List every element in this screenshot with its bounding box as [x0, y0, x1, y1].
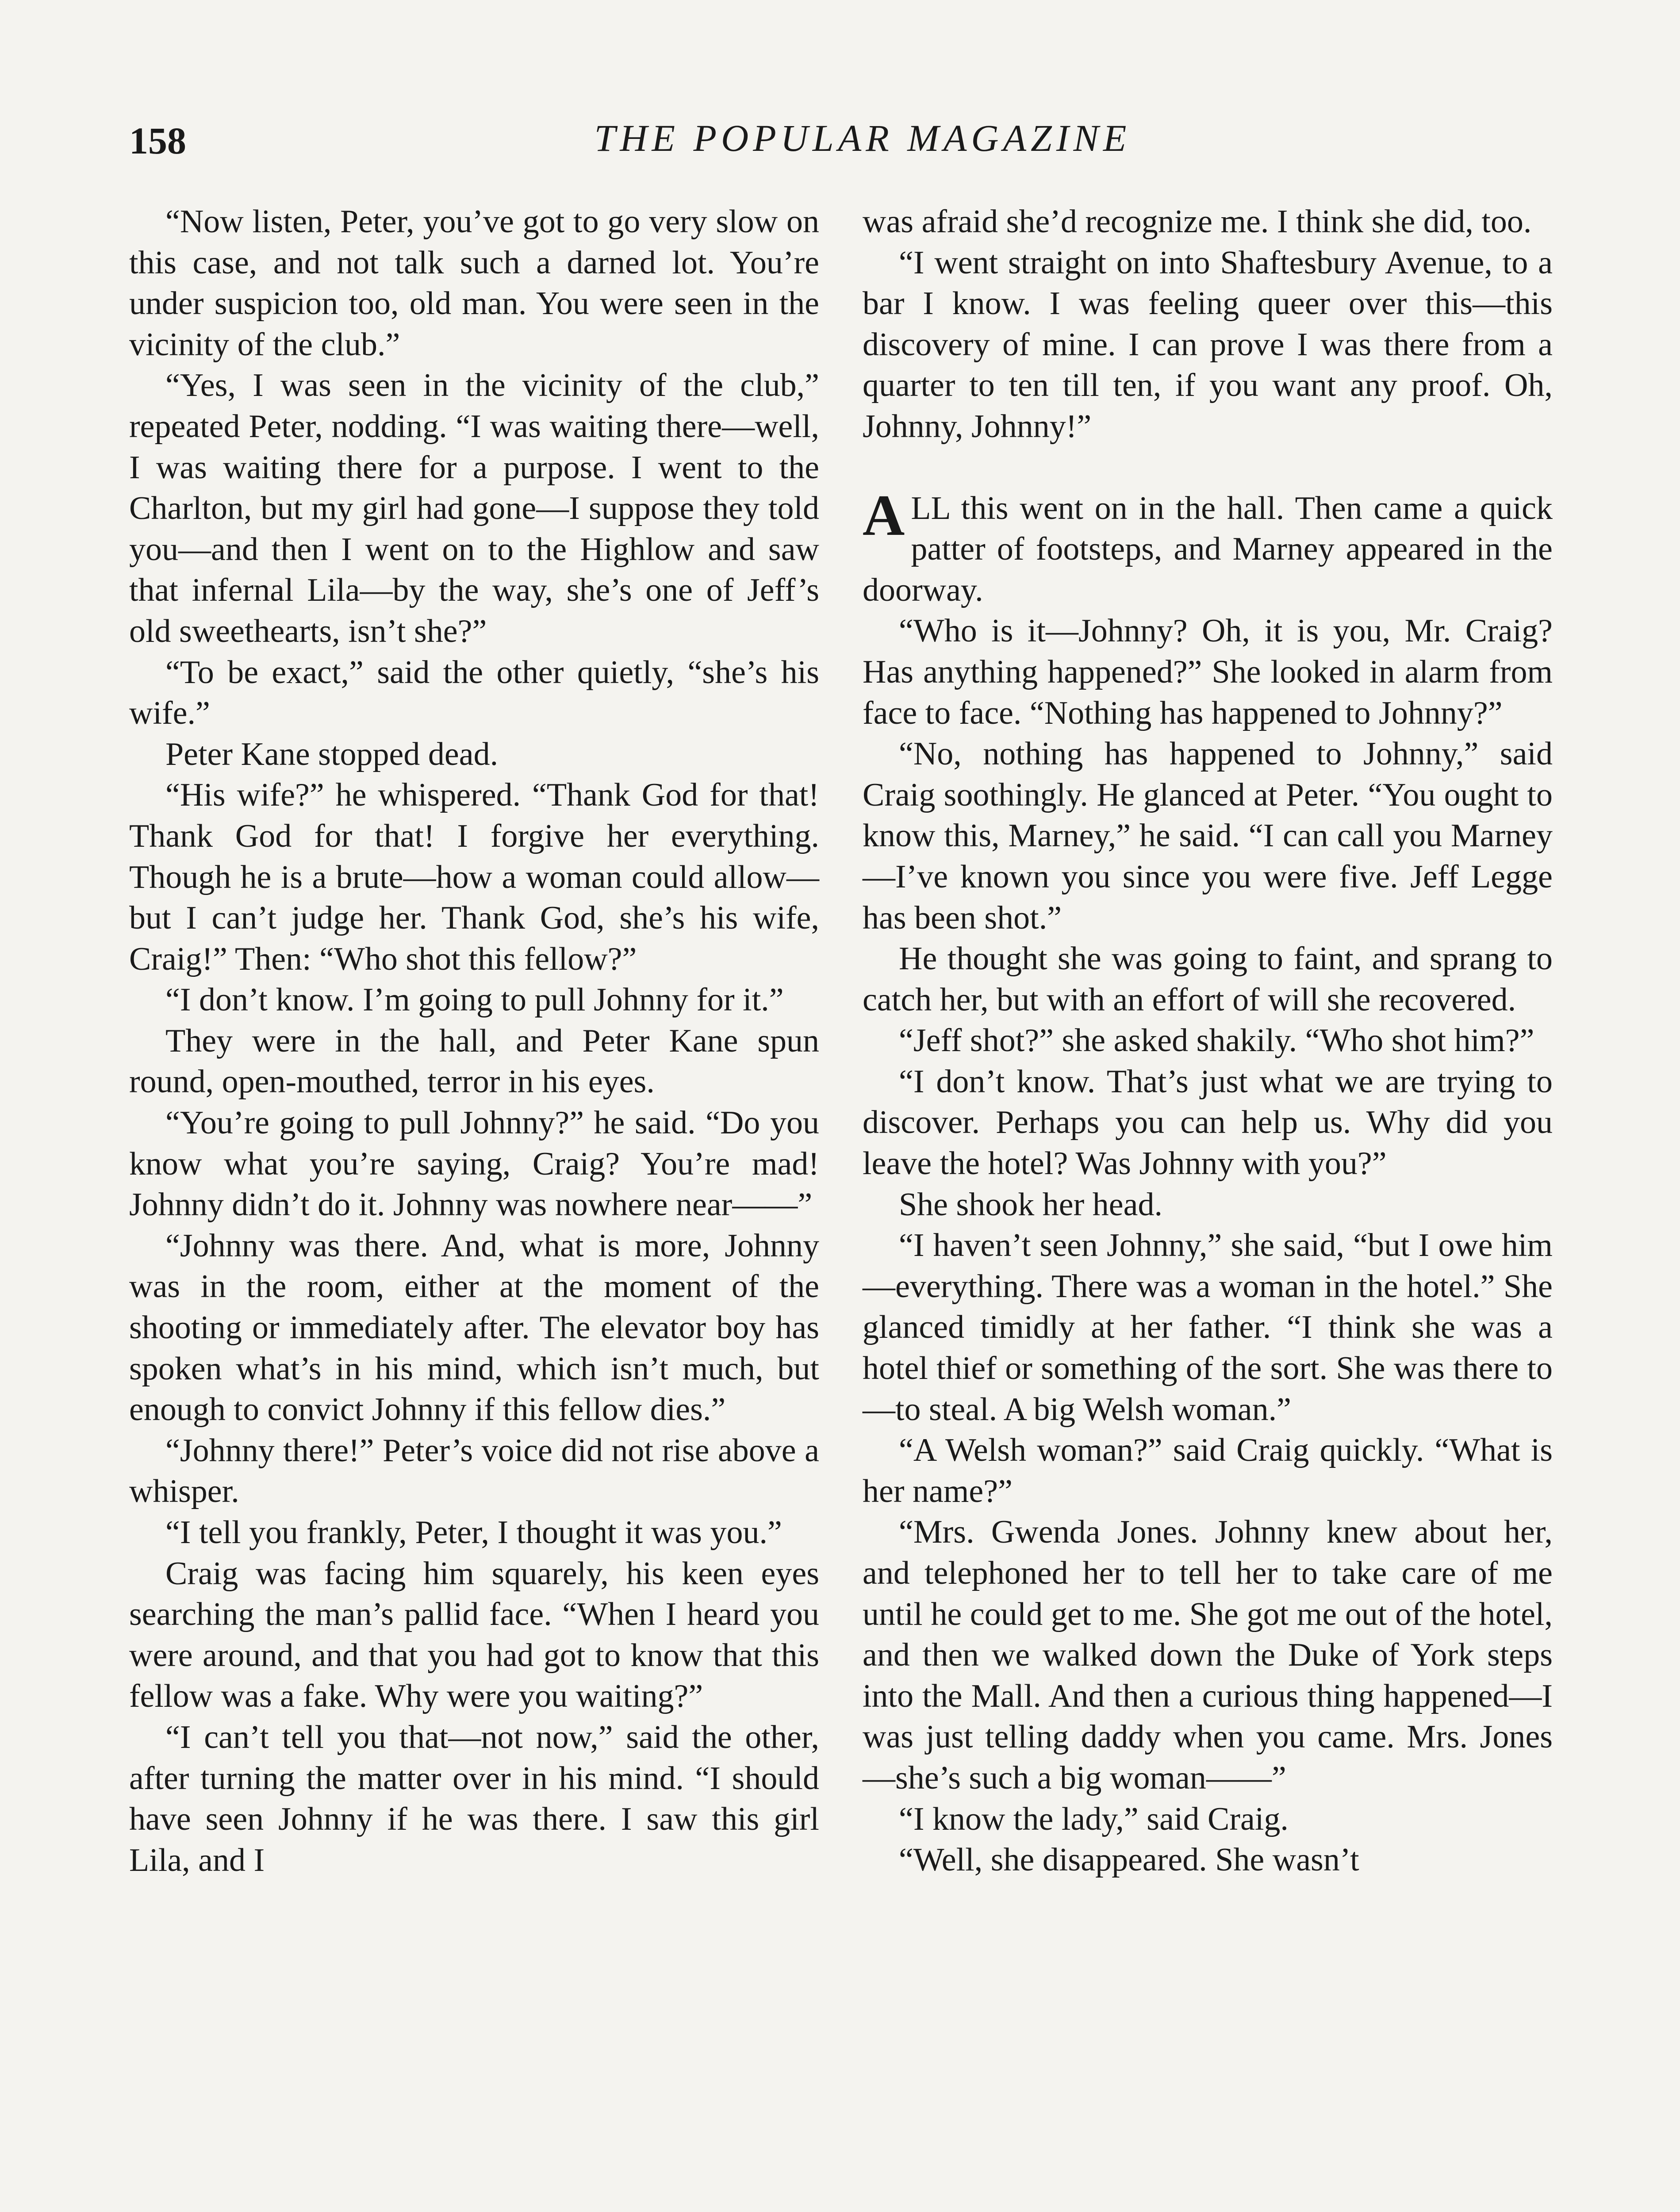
paragraph: Peter Kane stopped dead.: [165, 736, 499, 772]
paragraph: “Now listen, Peter, you’ve got to go very slow on this case, and not talk such a darned lot. You’re under suspicion too, old man. You were seen in the vicinity of the club.”: [129, 204, 819, 363]
paragraph: He thought she was going to faint, and sprang to catch her, but with an effort of will she recovered.: [863, 941, 1553, 1018]
paragraph: “You’re going to pull Johnny?” he said. “Do you know what you’re saying, Craig? You’re mad! Johnny didn’t do it. Johnny was nowhere near——”: [129, 1105, 819, 1223]
paragraph: She shook her head.: [899, 1186, 1162, 1223]
section-opening-paragraph: [863, 482, 1553, 611]
paragraph: They were in the hall, and Peter Kane spun round, open-mouthed, terror in his eyes.: [129, 1022, 819, 1100]
paragraph: “Johnny was there. And, what is more, Johnny was in the room, either at the moment of the shooting or immediately after. The elevator boy has spoken what’s in his mind, which isn’t much, but enough to convict Johnny if this fellow dies.”: [129, 1227, 819, 1428]
paragraph: “Mrs. Gwenda Jones. Johnny knew about her, and telephoned her to tell her to take care of me until he could get to me. She got me out of the hotel, and then we walked down the Duke of York steps into the Mall. And then a curious thing happened—I was just telling daddy when you came. Mrs. Jones—she’s such a big woman——”: [863, 1514, 1553, 1796]
right-column: [863, 201, 1553, 1881]
running-title: THE POPULAR MAGAZINE: [594, 117, 1131, 159]
paragraph: “I went straight on into Shaftesbury Avenue, to a bar I know. I was feeling queer over this—this discovery of mine. I can prove I was there from a quarter to ten till ten, if you want any proof. Oh, Johnny, Johnny!”: [863, 244, 1553, 445]
paragraph: “I tell you frankly, Peter, I thought it was you.”: [165, 1514, 782, 1551]
paragraph: “No, nothing has happened to Johnny,” said Craig soothingly. He glanced at Peter. “You ought to know this, Marney,” he said. “I can call you Marney—I’ve known you since you were five. Jeff Legge has been shot.”: [863, 736, 1553, 936]
drop-cap: A: [863, 482, 905, 548]
paragraph: “Yes, I was seen in the vicinity of the club,” repeated Peter, nodding. “I was waiting there—well, I was waiting there for a purpose. I went to the Charlton, but my girl had gone—I suppose they told you—and then I went on to the Highlow and saw that infernal Lila—by the way, she’s one of Jeff’s old sweethearts, isn’t she?”: [129, 367, 819, 649]
paragraph: “His wife?” he whispered. “Thank God for that! Thank God for that! I forgive her everything. Though he is a brute—how a woman could allow—but I can’t judge her. Thank God, she’s his wife, Craig!” Then: “Who shot this fellow?”: [129, 777, 819, 977]
paragraph: “I don’t know. I’m going to pull Johnny for it.”: [165, 982, 784, 1018]
paragraph: “I haven’t seen Johnny,” she said, “but I owe him—everything. There was a woman in the hotel.” She glanced timidly at her father. “I think she was a hotel thief or something of the sort. She was there to—to steal. A big Welsh woman.”: [863, 1227, 1553, 1428]
paragraph: “To be exact,” said the other quietly, “she’s his wife.”: [129, 654, 819, 732]
paragraph: “Johnny there!” Peter’s voice did not rise above a whisper.: [129, 1432, 819, 1510]
page-number: 158: [129, 119, 186, 162]
section-opening-text: LL this went on in the hall. Then came a quick patter of footsteps, and Marney appeared in the doorway.: [863, 490, 1553, 608]
paragraph: “I don’t know. That’s just what we are trying to discover. Perhaps you can help us. Why did you leave the hotel? Was Johnny with you?”: [863, 1063, 1553, 1182]
paragraph: “Well, she disappeared. She wasn’t: [899, 1842, 1359, 1878]
paragraph: “Jeff shot?” she asked shakily. “Who shot him?”: [899, 1022, 1534, 1059]
paragraph: “A Welsh woman?” said Craig quickly. “What is her name?”: [863, 1432, 1553, 1509]
left-column: [129, 201, 819, 1881]
paragraph: Craig was facing him squarely, his keen eyes searching the man’s pallid face. “When I heard you were around, and that you had got to know that this fellow was a fake. Why were you waiting?”: [129, 1555, 819, 1715]
continued-paragraph: was afraid she’d recognize me. I think she did, too.: [863, 204, 1532, 240]
paragraph: “Who is it—Johnny? Oh, it is you, Mr. Craig? Has anything happened?” She looked in alarm from face to face. “Nothing has happened to Johnny?”: [863, 613, 1553, 731]
paragraph: “I know the lady,” said Craig.: [899, 1801, 1289, 1837]
paragraph: “I can’t tell you that—not now,” said the other, after turning the matter over in his mind. “I should have seen Johnny if he was there. I saw this girl Lila, and I: [129, 1719, 819, 1878]
